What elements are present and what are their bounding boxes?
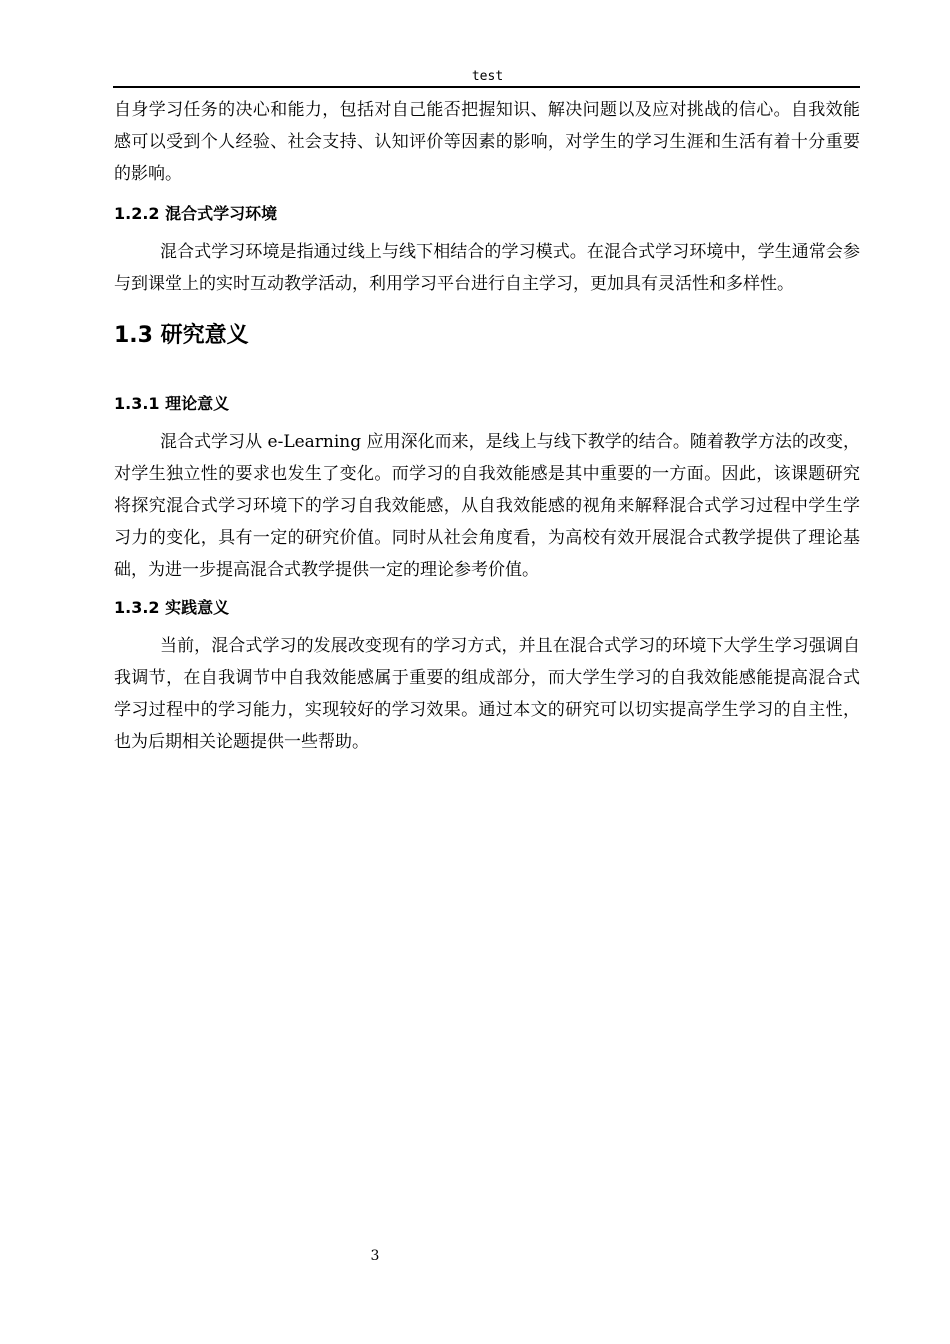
section-heading-1-3-2: 1.3.2 实践意义 <box>114 598 230 617</box>
continued-paragraph: 自身学习任务的决心和能力，包括对自己能否把握知识、解决问题以及应对挑战的信心。自我效能感可以受到个人经验、社会支持、认知评价等因素的影响，对学生的学习生涯和生活有着十分重要的影响。 <box>114 100 860 184</box>
section-heading-1-3: 1.3 研究意义 <box>114 323 249 348</box>
section-paragraph-1-2-2: 混合式学习环境是指通过线上与线下相结合的学习模式。在混合式学习环境中，学生通常会参与到课堂上的实时互动教学活动，利用学习平台进行自主学习，更加具有灵活性和多样性。 <box>114 242 860 294</box>
section-heading-1-2-2: 1.2.2 混合式学习环境 <box>114 204 278 223</box>
page-header: test <box>471 69 504 84</box>
section-heading-1-3-1: 1.3.1 理论意义 <box>114 394 230 413</box>
section-paragraph-1-3-2: 当前，混合式学习的发展改变现有的学习方式，并且在混合式学习的环境下大学生学习强调自我调节，在自我调节中自我效能感属于重要的组成部分，而大学生学习的自我效能感能提高混合式学习过程中的学习能力，实现较好的学习效果。通过本文的研究可以切实提高学生学习的自主性，也为后期相关论题提供一些帮助。 <box>114 636 860 752</box>
header-rule <box>113 86 860 88</box>
section-paragraph-1-3-1: 混合式学习从 e-Learning 应用深化而来，是线上与线下教学的结合。随着教学方法的改变，对学生独立性的要求也发生了变化。而学习的自我效能感是其中重要的一方面。因此，该课题研究将探究混合式学习环境下的学习自我效能感，从自我效能感的视角来解释混合式学习过程中学生学习力的变化，具有一定的研究价值。同时从社会角度看，为高校有效开展混合式教学提供了理论基础，为进一步提高混合式教学提供一定的理论参考价值。 <box>114 432 860 580</box>
page-body <box>114 94 860 758</box>
page-number: 3 <box>370 1248 380 1264</box>
